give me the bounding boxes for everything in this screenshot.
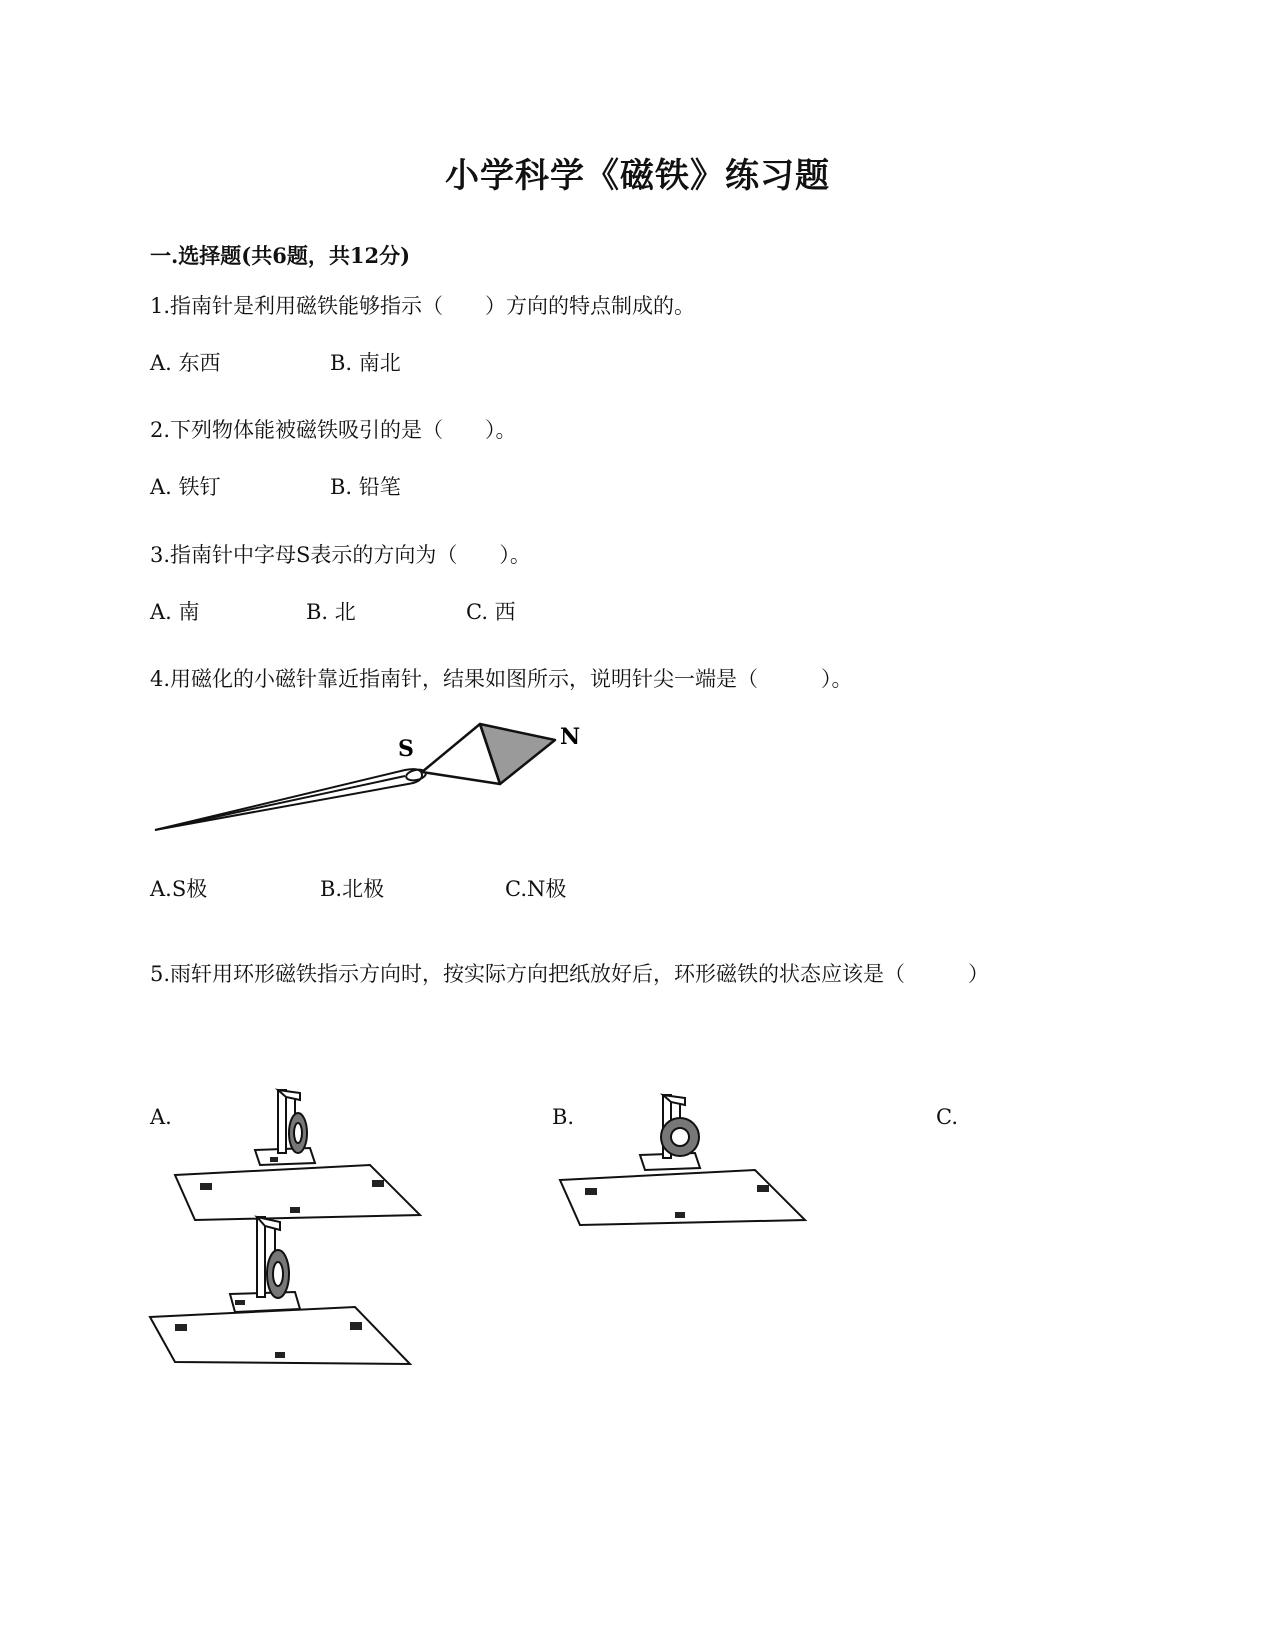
q2-option-b[interactable]: B. 铅笔: [330, 475, 401, 499]
q2-option-a[interactable]: A. 铁钉: [150, 475, 221, 499]
q1-option-a[interactable]: A. 东西: [150, 351, 221, 375]
q5-option-c[interactable]: C.: [936, 1105, 958, 1129]
q5-option-a[interactable]: A.: [150, 1105, 172, 1129]
question-3: 3.指南针中字母S表示的方向为（ ）。: [150, 543, 531, 567]
question-4: 4.用磁化的小磁针靠近指南针，结果如图所示，说明针尖一端是（ ）。: [150, 667, 853, 691]
q4-option-c[interactable]: C.N极: [505, 877, 567, 901]
q4-option-a[interactable]: A.S极: [150, 877, 208, 901]
n-pole-label: N: [560, 724, 581, 750]
q3-option-c[interactable]: C. 西: [466, 600, 516, 624]
ring-magnet-figure-a: [170, 1085, 430, 1230]
q3-option-a[interactable]: A. 南: [150, 600, 200, 624]
stand-pole: [278, 1090, 286, 1153]
section-heading: 一.选择题(共6题，共12分): [150, 243, 411, 268]
page-title: 小学科学《磁铁》练习题: [445, 156, 830, 196]
needle-compass-figure: [150, 720, 600, 860]
ring-magnet-figure-c: [145, 1212, 425, 1372]
ring-magnet-figure-b: [555, 1090, 815, 1235]
magnetized-needle: [155, 768, 427, 830]
q4-option-b[interactable]: B.北极: [320, 877, 385, 901]
question-1: 1.指南针是利用磁铁能够指示（ ）方向的特点制成的。: [150, 294, 696, 318]
compass-pointer: [422, 724, 555, 784]
q1-option-b[interactable]: B. 南北: [330, 351, 401, 375]
q3-option-b[interactable]: B. 北: [306, 600, 356, 624]
s-pole-label: S: [398, 736, 414, 762]
q5-option-b[interactable]: B.: [552, 1105, 575, 1129]
question-2: 2.下列物体能被磁铁吸引的是（ ）。: [150, 418, 517, 442]
stand-pole: [257, 1217, 265, 1297]
question-5: 5.雨轩用环形磁铁指示方向时，按实际方向把纸放好后，环形磁铁的状态应该是（ ）: [150, 962, 990, 986]
